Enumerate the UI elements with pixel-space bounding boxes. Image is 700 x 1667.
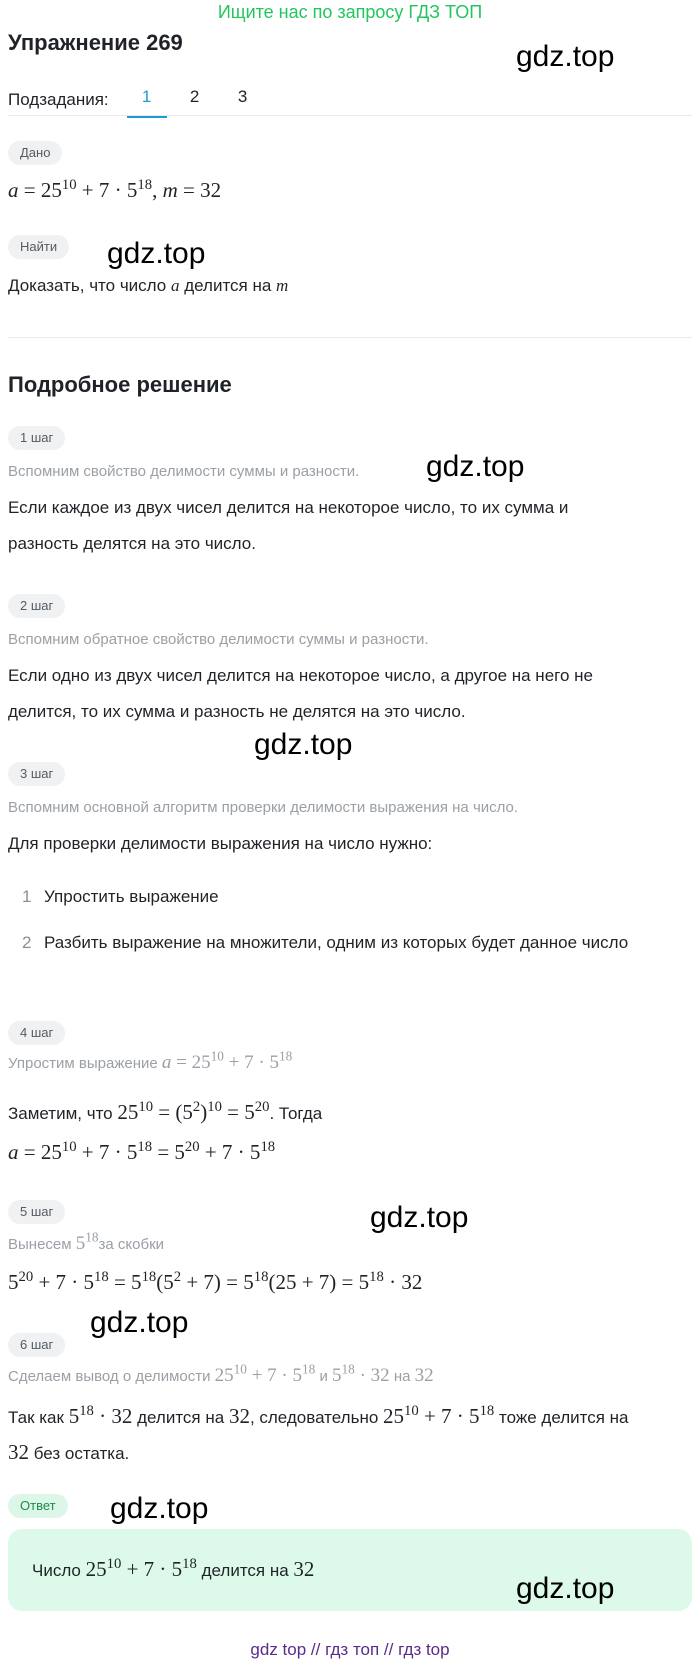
step-2-line-1: Если одно из двух чисел делится на некоторое число, а другое на него не	[8, 666, 593, 685]
watermark: gdz.top	[90, 1306, 189, 1339]
tab-subtask-2[interactable]: 2	[189, 87, 200, 106]
step-4-hint: Упростим выражение $a = 25^{10} + 7 \cdot 5^{18}$	[8, 1048, 293, 1073]
step-4-formula: $a = 25^{10} + 7 \cdot 5^{18} = 5^{20} + 7 \cdot 5^{18}$	[8, 1138, 276, 1164]
step-1-line-1: Если каждое из двух чисел делится на некоторое число, то их сумма и	[8, 498, 569, 517]
find-pill: Найти	[8, 235, 69, 259]
step-3-line-1: Для проверки делимости выражения на число нужно:	[8, 834, 433, 853]
watermark: gdz.top	[426, 450, 525, 483]
watermark: gdz.top	[370, 1201, 469, 1234]
step-1-line-2: разность делятся на это число.	[8, 534, 256, 553]
footer-links[interactable]: gdz top // гдз топ // гдз top	[250, 1640, 450, 1659]
search-banner: Ищите нас по запросу ГДЗ ТОП	[217, 2, 483, 22]
solution-title: Подробное решение	[8, 372, 232, 397]
watermark: gdz.top	[516, 1572, 615, 1605]
answer-text: Число $25^{10} + 7 \cdot 5^{18}$ делится на 32	[32, 1555, 315, 1581]
divider	[8, 337, 692, 338]
step-2-pill: 2 шаг	[8, 594, 65, 618]
step-6-hint: Сделаем вывод о делимости $25^{10} + 7 \cdot 5^{18}$ и $5^{18} \cdot 32$ на 32	[8, 1361, 434, 1386]
watermark: gdz.top	[254, 728, 353, 761]
find-text: Доказать, что число a делится на m	[8, 276, 289, 295]
step-4-pill: 4 шаг	[8, 1021, 65, 1045]
step-6-line-1: Так как $5^{18} \cdot 32$ делится на 32, следовательно $25^{10} + 7 \cdot 5^{18}$ тоже делится на	[8, 1402, 629, 1428]
subtasks-nav	[8, 84, 267, 116]
subtasks-label: Подзадания:	[8, 90, 109, 109]
step-4-note: Заметим, что $25^{10} = (5^2)^{10} = 5^{20}$. Тогда	[8, 1098, 323, 1124]
given-formula: $a = 25^{10} + 7 \cdot 5^{18}$, m = 32	[8, 176, 222, 202]
step-6-pill: 6 шаг	[8, 1333, 65, 1357]
given-pill: Дано	[8, 141, 62, 165]
step-1-pill: 1 шаг	[8, 426, 65, 450]
step-3-pill: 3 шаг	[8, 762, 65, 786]
step-3-hint: Вспомним основной алгоритм проверки делимости выражения на число.	[8, 799, 519, 816]
step-2-line-2: делится, то их сумма и разность не делятся на это число.	[8, 702, 466, 721]
step-5-pill: 5 шаг	[8, 1200, 65, 1224]
list-item: 1 Упростить выражение	[22, 887, 219, 906]
step-5-formula: $5^{20} + 7 \cdot 5^{18} = 5^{18}(5^2 + 7) = 5^{18}(25 + 7) = 5^{18} \cdot 32$	[8, 1268, 423, 1294]
tab-subtask-1[interactable]: 1	[123, 84, 171, 116]
step-1-hint: Вспомним свойство делимости суммы и разности.	[8, 463, 360, 480]
step-5-hint: Вынесем $5^{18}за$ скобки	[8, 1229, 165, 1254]
answer-pill: Ответ	[8, 1494, 68, 1518]
watermark: gdz.top	[107, 237, 206, 270]
page-title: Упражнение 269	[8, 30, 183, 55]
watermark: gdz.top	[110, 1492, 209, 1525]
step-2-hint: Вспомним обратное свойство делимости суммы и разности.	[8, 631, 429, 648]
watermark: gdz.top	[516, 40, 615, 73]
list-item: 2 Разбить выражение на множители, одним из которых будет данное число	[22, 933, 629, 952]
step-6-line-2: 32 без остатка.	[8, 1440, 130, 1464]
divider	[8, 115, 692, 116]
tab-subtask-3[interactable]: 3	[237, 87, 248, 106]
